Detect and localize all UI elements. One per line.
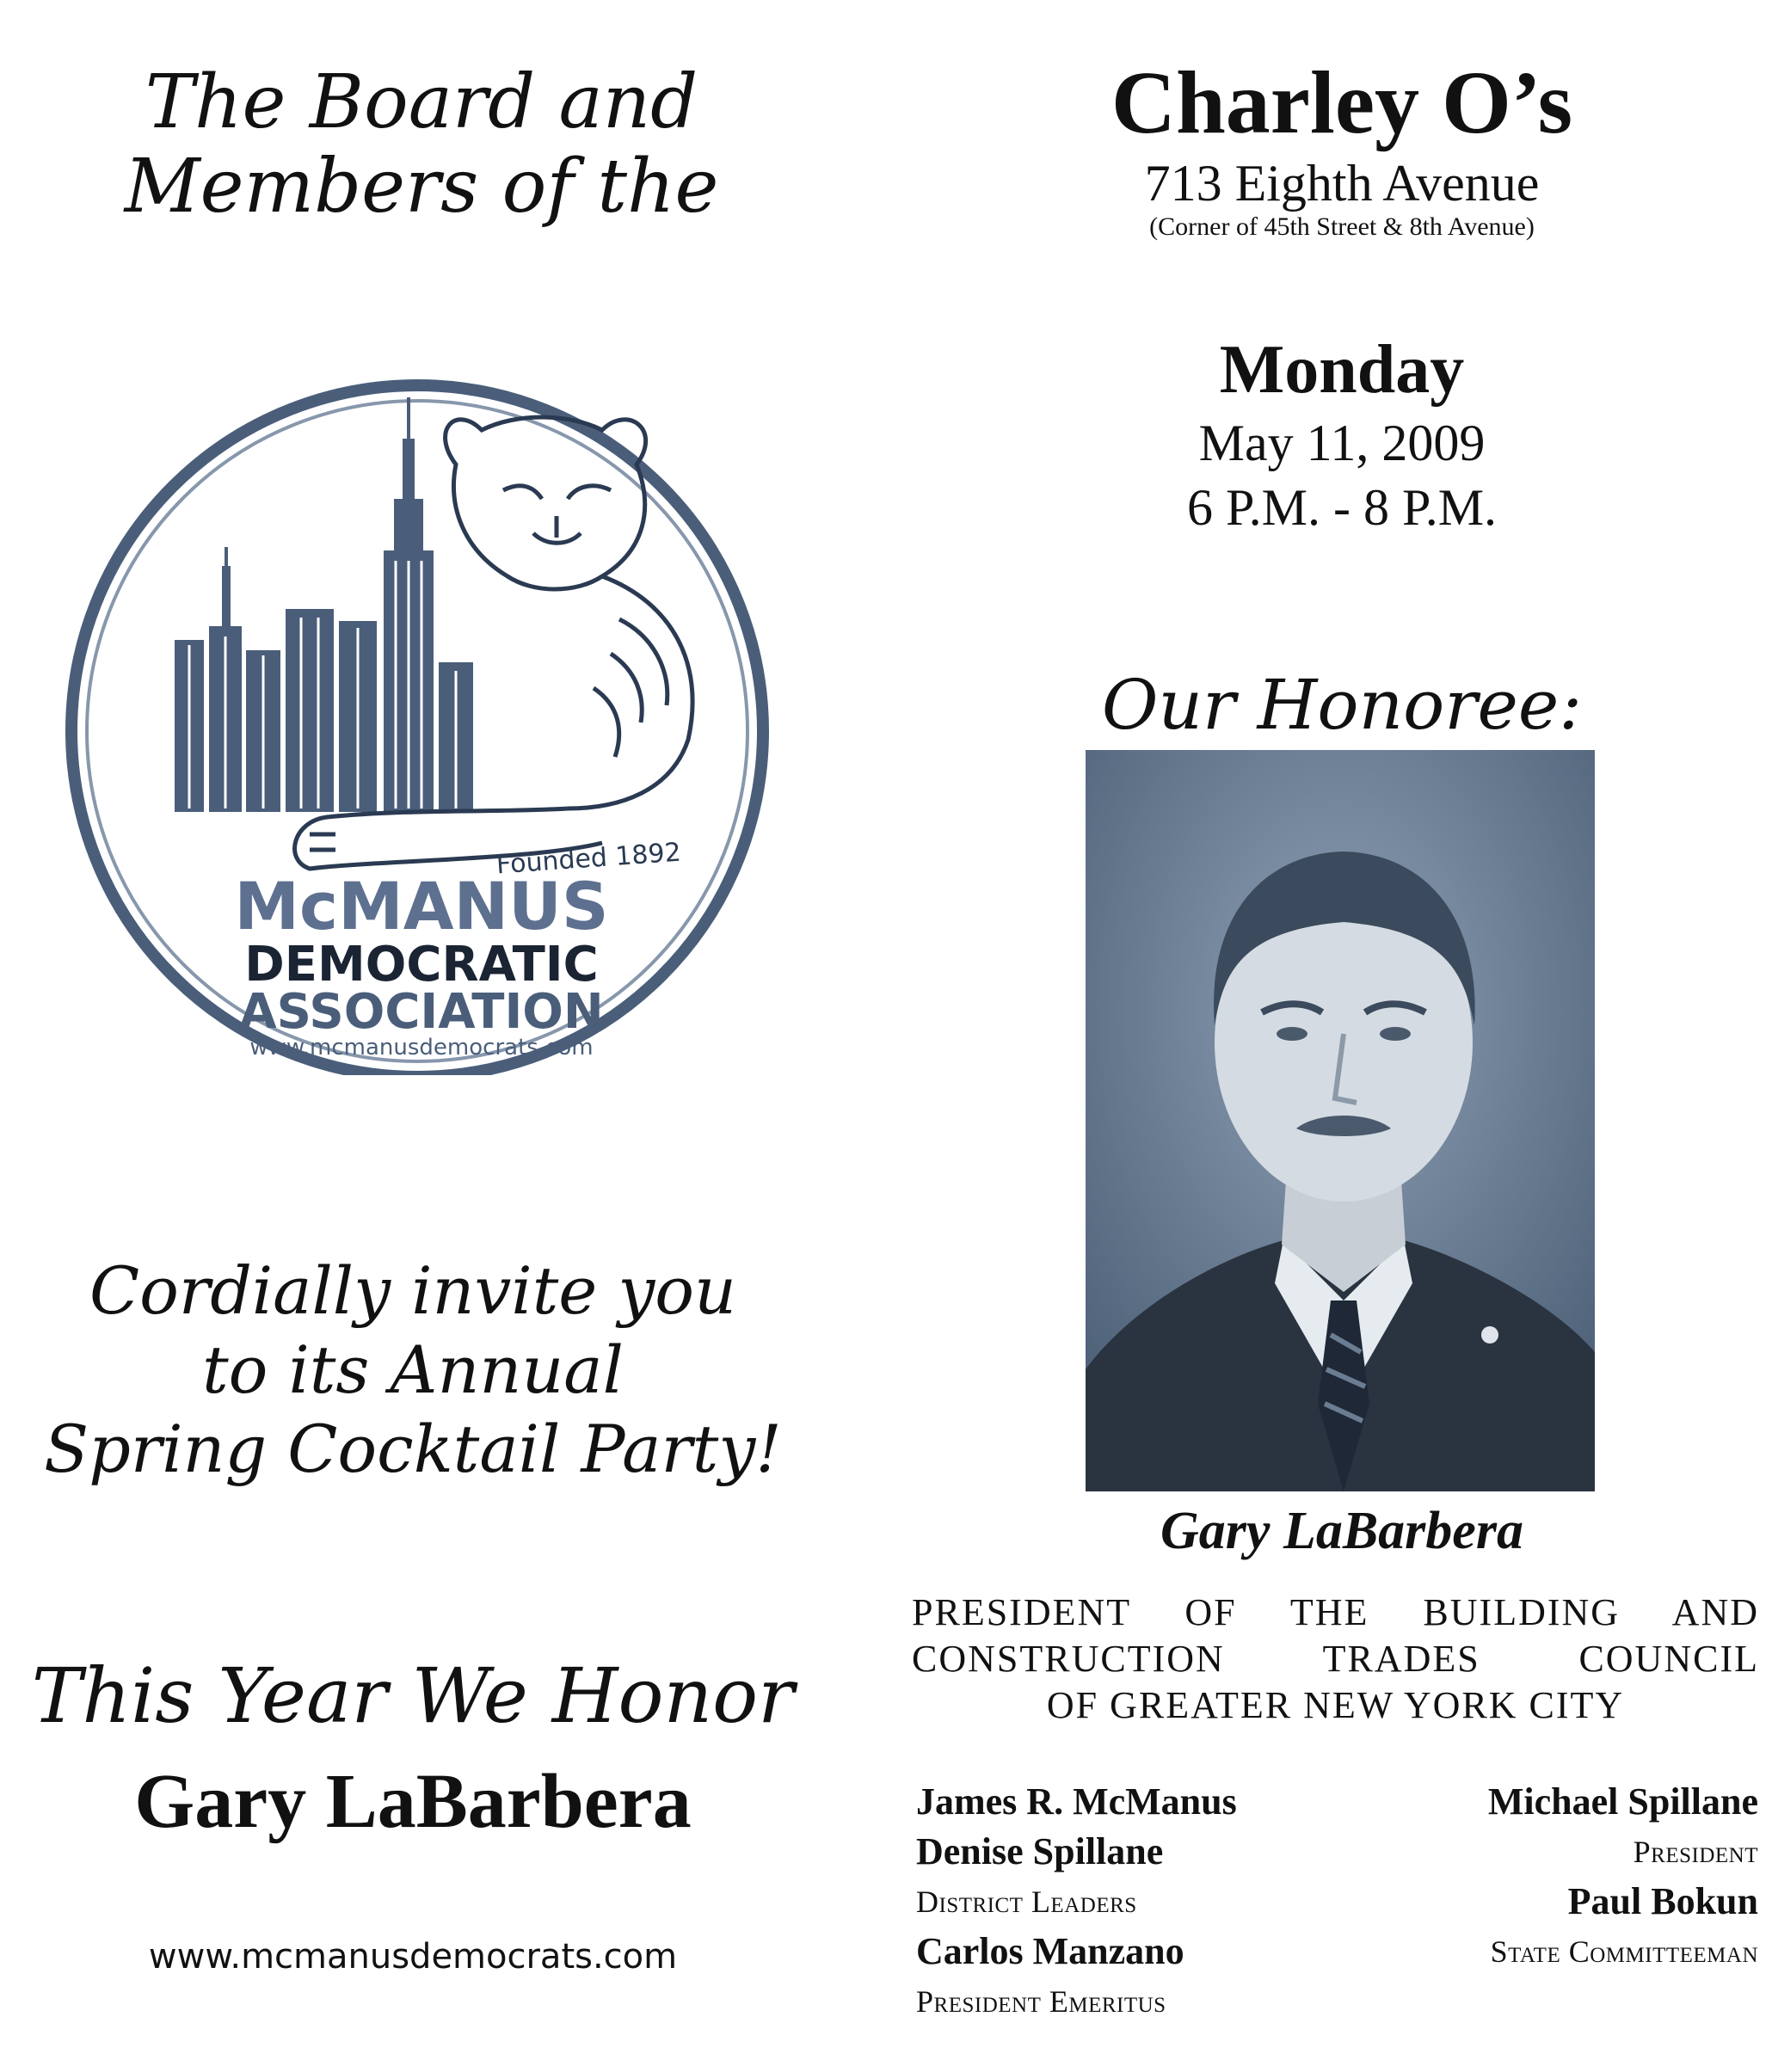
logo-name-line-3: ASSOCIATION bbox=[239, 984, 604, 1040]
invite-line-3: Spring Cocktail Party! bbox=[44, 1411, 782, 1487]
officer-name: Denise Spillane bbox=[916, 1830, 1164, 1872]
officer-role: President bbox=[1633, 1835, 1758, 1869]
invite-line-2: to its Annual bbox=[202, 1331, 624, 1408]
logo-founded: Founded 1892 bbox=[495, 837, 682, 881]
honoree-photo bbox=[1086, 750, 1595, 1491]
mcmanus-logo bbox=[52, 378, 791, 1075]
officer-role: State Committeeman bbox=[1490, 1934, 1758, 1969]
officer-role: President Emeritus bbox=[916, 1984, 1166, 2019]
event-time: 6 P.M. - 8 P.M. bbox=[1186, 479, 1498, 536]
heading-line-2: Members of the bbox=[124, 144, 719, 230]
skyline-icon bbox=[175, 397, 473, 812]
logo-emblem bbox=[52, 378, 791, 1075]
website-link[interactable]: www.mcmanusdemocrats.com bbox=[148, 1937, 678, 1977]
event-date: May 11, 2009 bbox=[1198, 415, 1486, 471]
venue-address: 713 Eighth Avenue bbox=[1144, 155, 1540, 212]
officer-name: Michael Spillane bbox=[1487, 1780, 1758, 1823]
logo-name-line-1: McMANUS bbox=[234, 868, 609, 944]
invitation-text bbox=[0, 1251, 826, 1489]
venue-name: Charley O’s bbox=[1111, 53, 1573, 152]
honoree-title-line-2: CONSTRUCTION TRADES COUNCIL bbox=[912, 1638, 1759, 1680]
officers-left-list bbox=[916, 1777, 1363, 2026]
heading-line-1: The Board and bbox=[145, 59, 698, 145]
honor-name: Gary LaBarbera bbox=[134, 1759, 692, 1844]
honoree-title-line-3: OF GREATER NEW YORK CITY bbox=[1046, 1684, 1625, 1726]
portrait-icon bbox=[1086, 750, 1595, 1491]
invite-line-1: Cordially invite you bbox=[89, 1252, 737, 1329]
officers-right-list bbox=[1342, 1777, 1758, 1977]
honoree-title-line-1: PRESIDENT OF THE BUILDING AND bbox=[912, 1591, 1759, 1633]
photo-caption: Gary LaBarbera bbox=[1160, 1502, 1523, 1560]
logo-url: www.mcmanusdemocrats.com bbox=[249, 1035, 594, 1061]
logo-name-line-2: DEMOCRATIC bbox=[244, 937, 599, 993]
officer-role: District Leaders bbox=[916, 1884, 1137, 1919]
officer-name: James R. McManus bbox=[916, 1780, 1237, 1823]
officer-name: Paul Bokun bbox=[1567, 1880, 1758, 1922]
venue-corner: (Corner of 45th Street & 8th Avenue) bbox=[1149, 212, 1535, 241]
invitation-heading bbox=[34, 60, 809, 229]
officer-name: Carlos Manzano bbox=[916, 1930, 1184, 1972]
event-day: Monday bbox=[1219, 332, 1465, 408]
honor-line: This Year We Honor bbox=[31, 1651, 795, 1740]
honoree-heading: Our Honoree: bbox=[1101, 665, 1583, 745]
